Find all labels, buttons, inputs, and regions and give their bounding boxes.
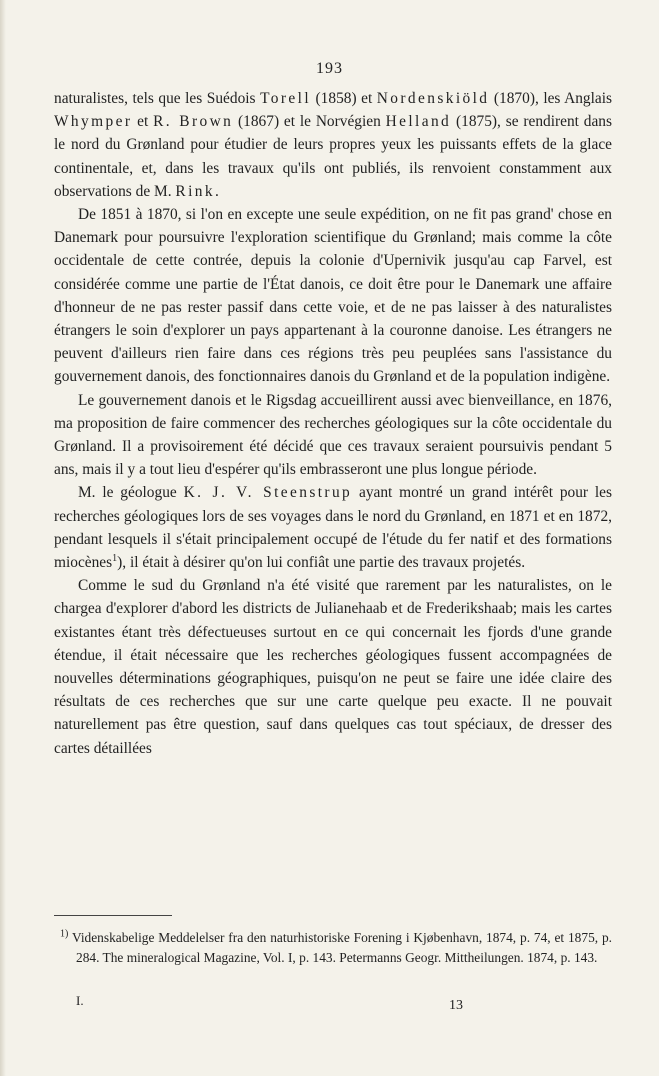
spaced-name: Whymper xyxy=(54,113,133,131)
paragraph xyxy=(54,203,612,389)
spaced-name: K. J. V. Steenstrup xyxy=(183,484,353,502)
spaced-name: Helland xyxy=(385,113,452,131)
signature-right: 13 xyxy=(449,998,463,1013)
spaced-name: R. Brown xyxy=(153,113,234,131)
text-run: ayant montré un grand intérêt pour les recherches géologiques lors de ses voyages dans le nord du Grønland, en 1871 et en 1872, pendant lesquels il s'était principalement occupé de l'étude du fer natif et des formations miocènes xyxy=(54,484,612,572)
footnote-reference: 1 xyxy=(112,552,118,564)
page-number: 193 xyxy=(316,60,343,77)
footnote-text xyxy=(54,928,612,968)
text-run: ), il était à désirer qu'on lui confiât une partie des travaux projetés. xyxy=(117,554,526,572)
footnote xyxy=(54,928,612,968)
text-run: De 1851 à 1870, si l'on en excepte une seule expédition, on ne fit pas grand' chose en Danemark pour poursuivre l'exploration scientifique du Grønland; mais comme la côte occidentale de cette contrée, depuis la colonie d'Upernivik jusqu'au cap Farvel, est considérée comme une partie de l'État danois, ce doit être pour le Danemark une affaire d'honneur de ne pas rester passif dans cette voie, et de ne pas laisser à des naturalistes étrangers le soin d'explorer un pays appartenant à la couronne danoise. Les étrangers ne peuvent d'ailleurs rien faire dans ces régions très peu peuplées sans l'assistance du gouvernement danois, des fonctionnaires danois du Grønland et de la population indigène. xyxy=(54,206,612,386)
spaced-name: Nordenskiöld xyxy=(376,90,490,107)
footnote-body: Videnskabelige Meddelelser fra den naturhistoriske Forening i Kjøbenhavn, 1874, p. 74, et 1875, p. 284. The mineralogical Magazine, Vol. I, p. 143. Petermanns Geogr. Mittheilungen. 1874, p. 143. xyxy=(71,930,612,965)
footnote-marker: 1) xyxy=(60,928,69,940)
body-text xyxy=(54,87,612,760)
text-run: . xyxy=(214,182,219,200)
text-run: (1858) et xyxy=(311,90,377,107)
paragraph xyxy=(54,389,612,482)
text-run: (1867) et le Norvégien xyxy=(233,113,386,131)
text-run: Le gouvernement danois et le Rigsdag accueillirent aussi avec bienveillance, en 1876, ma proposition de faire commencer des recherches géologiques sur la côte occidentale du Grønland. Il a provisoirement été décidé que ces travaux seraient poursuivis pendant 5 ans, mais il y a tout lieu d'espérer qu'ils embrasseront une plus longue période. xyxy=(54,391,612,479)
signature-left: I. xyxy=(76,993,84,1008)
text-run: naturalistes, tels que les Suédois xyxy=(54,90,261,107)
paragraph xyxy=(54,87,612,203)
text-run: (1875), se rendirent dans le nord du Grønland pour étudier de leurs propres yeux les puissants effets de la glace continentale, et, dans les travaux qu'ils ont publiés, ils renvoient constamment aux observations de M. xyxy=(54,113,612,200)
spaced-name: Rink xyxy=(175,182,215,200)
text-run: et xyxy=(132,113,154,131)
text-run: Comme le sud du Grønland n'a été visité que rarement par les naturalistes, on le chargea d'explorer d'abord les districts de Julianehaab et de Frederikshaab; mais les cartes existantes étant très défectueuses surtout en ce qui concernait les fjords d'une grande étendue, il était nécessaire que les recherches géologiques fussent accompagnées de nouvelles déterminations géographiques, puisqu'on ne peut se faire une idée claire des résultats de ces recherches que sur une carte quelque peu exacte. Il ne pouvait naturellement pas être question, sauf dans quelques cas tout spéciaux, de dresser des cartes détaillées xyxy=(54,577,612,757)
text-run: (1870), les Anglais xyxy=(489,90,612,107)
page-edge-shadow xyxy=(0,0,6,1076)
paragraph xyxy=(54,574,612,760)
footnote-rule xyxy=(54,915,172,916)
spaced-name: Torell xyxy=(260,90,312,107)
paragraph xyxy=(54,481,612,574)
text-run: M. le géologue xyxy=(78,484,184,502)
